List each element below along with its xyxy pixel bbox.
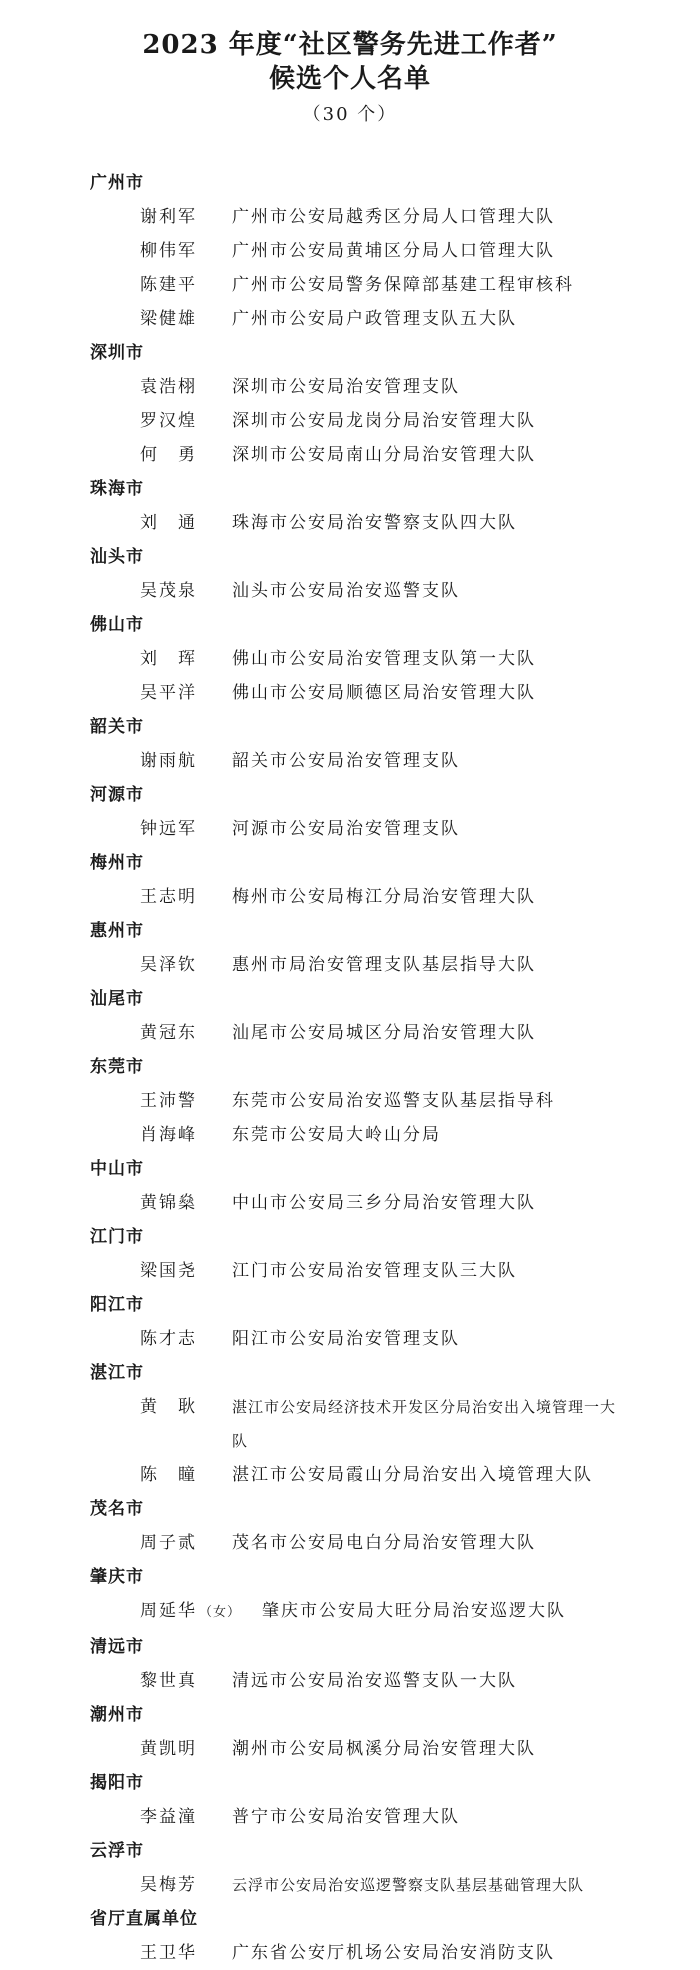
candidate-name: 钟远军 bbox=[140, 819, 197, 839]
candidate-name: 谢雨航 bbox=[140, 751, 197, 771]
candidate-row bbox=[0, 744, 700, 778]
candidate-name: 肖海峰 bbox=[140, 1125, 197, 1145]
candidate-name-cell bbox=[140, 1186, 220, 1220]
city-heading: 潮州市 bbox=[90, 1705, 144, 1725]
candidate-name-cell bbox=[140, 948, 220, 982]
candidate-unit: 广州市公安局越秀区分局人口管理大队 bbox=[232, 207, 555, 227]
candidate-name: 李益潼 bbox=[140, 1807, 197, 1827]
candidate-row bbox=[0, 1390, 700, 1458]
document-subtitle: 候选个人名单 bbox=[268, 64, 431, 94]
candidate-name: 黄冠东 bbox=[140, 1023, 197, 1043]
city-heading: 省厅直属单位 bbox=[90, 1909, 198, 1929]
candidate-name: 陈 瞳 bbox=[140, 1465, 197, 1485]
candidate-name-cell bbox=[140, 1322, 220, 1356]
candidate-unit: 深圳市公安局龙岗分局治安管理大队 bbox=[232, 411, 536, 431]
candidate-name-cell bbox=[140, 1118, 220, 1152]
candidate-name: 黄锦燊 bbox=[140, 1193, 197, 1213]
city-heading: 清远市 bbox=[90, 1637, 144, 1657]
candidate-row bbox=[0, 574, 700, 608]
candidate-name: 吴平洋 bbox=[140, 683, 197, 703]
candidate-name: 王卫华 bbox=[140, 1943, 197, 1963]
candidate-row bbox=[0, 880, 700, 914]
candidate-name-cell bbox=[140, 1390, 220, 1458]
candidate-name-cell bbox=[140, 642, 220, 676]
candidate-row bbox=[0, 234, 700, 268]
candidate-name-cell bbox=[140, 1936, 220, 1970]
candidate-row bbox=[0, 1594, 700, 1630]
document-title: 2023 年度“社区警务先进工作者” bbox=[142, 30, 558, 60]
city-heading: 茂名市 bbox=[90, 1499, 144, 1519]
city-heading: 湛江市 bbox=[90, 1363, 144, 1383]
candidate-row bbox=[0, 268, 700, 302]
candidate-unit: 佛山市公安局顺德区局治安管理大队 bbox=[232, 683, 536, 703]
candidate-name: 梁国尧 bbox=[140, 1261, 197, 1281]
candidate-name-cell bbox=[140, 506, 220, 540]
city-heading: 广州市 bbox=[90, 173, 144, 193]
candidate-unit: 广州市公安局黄埔区分局人口管理大队 bbox=[232, 241, 555, 261]
candidate-unit: 阳江市公安局治安管理支队 bbox=[232, 1329, 460, 1349]
candidate-row bbox=[0, 1732, 700, 1766]
candidate-name: 吴泽钦 bbox=[140, 955, 197, 975]
candidate-name: 陈建平 bbox=[140, 275, 197, 295]
candidate-unit: 云浮市公安局治安巡逻警察支队基层基础管理大队 bbox=[232, 1876, 585, 1894]
candidate-unit: 深圳市公安局南山分局治安管理大队 bbox=[232, 445, 536, 465]
candidate-name: 吴茂泉 bbox=[140, 581, 197, 601]
candidate-row bbox=[0, 1868, 700, 1902]
candidate-name: 王沛警 bbox=[140, 1091, 197, 1111]
candidate-gender-note: （女） bbox=[199, 1605, 242, 1620]
candidate-row bbox=[0, 676, 700, 710]
candidate-name-cell bbox=[140, 1868, 220, 1902]
city-heading: 中山市 bbox=[90, 1159, 144, 1179]
candidate-row bbox=[0, 404, 700, 438]
candidate-row bbox=[0, 200, 700, 234]
candidate-unit: 广州市公安局户政管理支队五大队 bbox=[232, 309, 517, 329]
candidate-row bbox=[0, 438, 700, 472]
city-heading: 佛山市 bbox=[90, 615, 144, 635]
candidate-name: 刘 珲 bbox=[140, 649, 197, 669]
candidate-name-cell bbox=[140, 880, 220, 914]
candidate-unit: 东莞市公安局治安巡警支队基层指导科 bbox=[232, 1091, 555, 1111]
city-heading: 揭阳市 bbox=[90, 1773, 144, 1793]
candidate-row bbox=[0, 1118, 700, 1152]
city-heading: 河源市 bbox=[90, 785, 144, 805]
candidate-row bbox=[0, 302, 700, 336]
candidate-name-cell bbox=[140, 574, 220, 608]
candidate-row bbox=[0, 1800, 700, 1834]
candidate-row bbox=[0, 1936, 700, 1970]
city-heading: 梅州市 bbox=[90, 853, 144, 873]
candidate-name-cell bbox=[140, 676, 220, 710]
candidate-unit: 湛江市公安局霞山分局治安出入境管理大队 bbox=[232, 1465, 593, 1485]
candidate-row bbox=[0, 948, 700, 982]
candidate-unit: 清远市公安局治安巡警支队一大队 bbox=[232, 1671, 517, 1691]
candidate-unit: 肇庆市公安局大旺分局治安巡逻大队 bbox=[262, 1601, 566, 1621]
city-heading: 珠海市 bbox=[90, 479, 144, 499]
candidate-unit: 汕尾市公安局城区分局治安管理大队 bbox=[232, 1023, 536, 1043]
city-heading: 深圳市 bbox=[90, 343, 144, 363]
city-heading: 韶关市 bbox=[90, 717, 144, 737]
candidate-name: 何 勇 bbox=[140, 445, 197, 465]
candidate-row bbox=[0, 1254, 700, 1288]
candidate-name-cell bbox=[140, 1732, 220, 1766]
candidate-name-cell bbox=[140, 200, 220, 234]
candidate-unit: 佛山市公安局治安管理支队第一大队 bbox=[232, 649, 536, 669]
candidate-unit: 江门市公安局治安管理支队三大队 bbox=[232, 1261, 517, 1281]
candidate-row bbox=[0, 1084, 700, 1118]
city-heading: 汕头市 bbox=[90, 547, 144, 567]
candidate-row bbox=[0, 1186, 700, 1220]
candidate-name-cell bbox=[140, 302, 220, 336]
candidate-name: 梁健雄 bbox=[140, 309, 197, 329]
candidate-name: 黎世真 bbox=[140, 1671, 197, 1691]
candidate-name-cell bbox=[140, 234, 220, 268]
candidate-name-cell bbox=[140, 744, 220, 778]
city-heading: 江门市 bbox=[90, 1227, 144, 1247]
candidate-name: 刘 通 bbox=[140, 513, 197, 533]
candidate-unit: 深圳市公安局治安管理支队 bbox=[232, 377, 460, 397]
city-heading: 汕尾市 bbox=[90, 989, 144, 1009]
candidate-name: 王志明 bbox=[140, 887, 197, 907]
candidate-unit: 河源市公安局治安管理支队 bbox=[232, 819, 460, 839]
candidate-name: 罗汉煌 bbox=[140, 411, 197, 431]
city-heading: 云浮市 bbox=[90, 1841, 144, 1861]
candidate-name: 袁浩栩 bbox=[140, 377, 197, 397]
candidate-name-cell bbox=[140, 1458, 220, 1492]
candidate-name: 陈才志 bbox=[140, 1329, 197, 1349]
candidate-row bbox=[0, 370, 700, 404]
candidate-unit: 韶关市公安局治安管理支队 bbox=[232, 751, 460, 771]
candidate-name-cell bbox=[140, 1594, 250, 1630]
candidate-unit: 中山市公安局三乡分局治安管理大队 bbox=[232, 1193, 536, 1213]
candidate-unit: 东莞市公安局大岭山分局 bbox=[232, 1125, 441, 1145]
candidate-unit: 惠州市局治安管理支队基层指导大队 bbox=[232, 955, 536, 975]
candidate-count: （30 个） bbox=[302, 104, 398, 125]
candidate-name-cell bbox=[140, 438, 220, 472]
candidate-name: 黄 耿 bbox=[140, 1397, 197, 1417]
candidate-unit: 潮州市公安局枫溪分局治安管理大队 bbox=[232, 1739, 536, 1759]
candidate-unit: 茂名市公安局电白分局治安管理大队 bbox=[232, 1533, 536, 1553]
candidate-unit: 梅州市公安局梅江分局治安管理大队 bbox=[232, 887, 536, 907]
candidate-row bbox=[0, 1458, 700, 1492]
candidate-name: 柳伟军 bbox=[140, 241, 197, 261]
candidate-name-cell bbox=[140, 1084, 220, 1118]
candidate-name: 吴梅芳 bbox=[140, 1875, 197, 1895]
candidate-name-cell bbox=[140, 404, 220, 438]
candidate-name-cell bbox=[140, 812, 220, 846]
city-heading: 肇庆市 bbox=[90, 1567, 144, 1587]
candidate-name: 黄凯明 bbox=[140, 1739, 197, 1759]
candidate-name-cell bbox=[140, 1664, 220, 1698]
candidate-name-cell bbox=[140, 268, 220, 302]
candidate-row bbox=[0, 1322, 700, 1356]
candidate-row bbox=[0, 812, 700, 846]
candidate-unit: 珠海市公安局治安警察支队四大队 bbox=[232, 513, 517, 533]
candidate-name-cell bbox=[140, 1526, 220, 1560]
candidate-name: 谢利军 bbox=[140, 207, 197, 227]
candidate-name-cell bbox=[140, 1800, 220, 1834]
candidate-name-cell bbox=[140, 1254, 220, 1288]
candidate-row bbox=[0, 1526, 700, 1560]
candidate-name: 周延华 bbox=[140, 1601, 197, 1621]
candidate-row bbox=[0, 1664, 700, 1698]
candidate-unit: 汕头市公安局治安巡警支队 bbox=[232, 581, 460, 601]
candidate-row bbox=[0, 642, 700, 676]
candidate-row bbox=[0, 1016, 700, 1050]
candidate-unit: 普宁市公安局治安管理大队 bbox=[232, 1807, 460, 1827]
city-heading: 阳江市 bbox=[90, 1295, 144, 1315]
candidate-name-cell bbox=[140, 370, 220, 404]
city-heading: 东莞市 bbox=[90, 1057, 144, 1077]
candidate-name-cell bbox=[140, 1016, 220, 1050]
candidate-unit: 广东省公安厅机场公安局治安消防支队 bbox=[232, 1943, 555, 1963]
candidate-name: 周子贰 bbox=[140, 1533, 197, 1553]
candidate-row bbox=[0, 506, 700, 540]
candidate-unit: 湛江市公安局经济技术开发区分局治安出入境管理一大队 bbox=[232, 1398, 617, 1450]
city-heading: 惠州市 bbox=[90, 921, 144, 941]
candidate-unit: 广州市公安局警务保障部基建工程审核科 bbox=[232, 275, 574, 295]
candidate-list bbox=[0, 166, 700, 1970]
